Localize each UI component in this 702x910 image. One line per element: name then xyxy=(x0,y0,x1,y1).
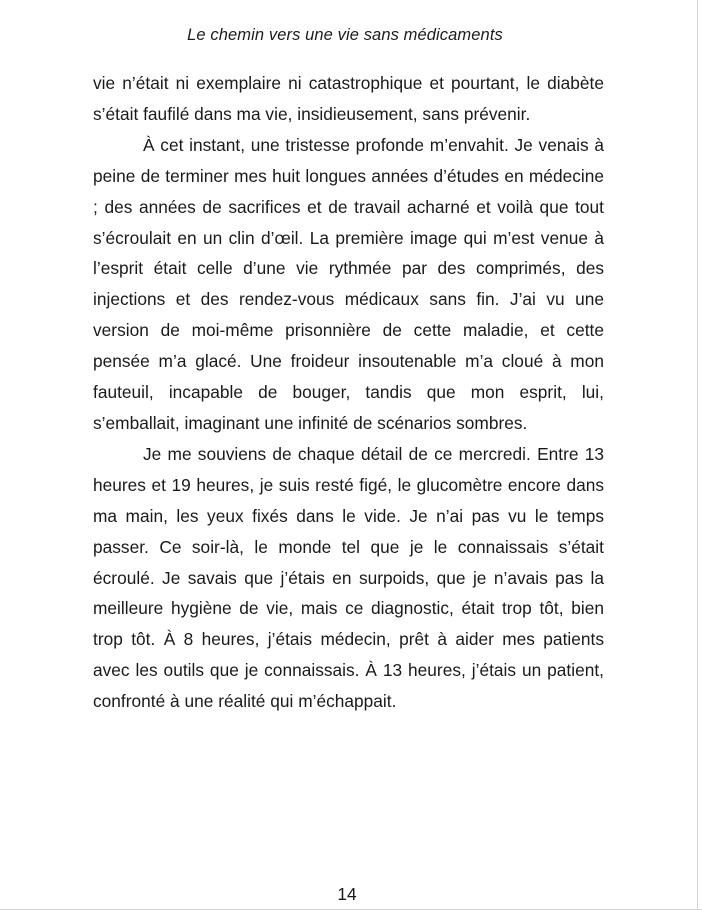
running-head-title: Le chemin vers une vie sans médicaments xyxy=(187,26,503,44)
page-right-edge-rule xyxy=(697,0,698,910)
body-text-column xyxy=(93,68,604,717)
body-paragraph: À cet instant, une tristesse profonde m’envahit. Je venais à peine de terminer mes huit longues années d’études en médecine ; des années de sacrifices et de travail acharné et voilà que tout s’écroulait en un clin d’œil. La première image qui m’est venue à l’esprit était celle d’une vie rythmée par des comprimés, des injections et des rendez-vous médicaux sans fin. J’ai vu une version de moi-même prisonnière de cette maladie, et cette pensée m’a glacé. Une froideur insoutenable m’a cloué à mon fauteuil, incapable de bouger, tandis que mon esprit, lui, s’emballait, imaginant une infinité de scénarios sombres. xyxy=(93,134,604,433)
body-paragraph: Je me souviens de chaque détail de ce mercredi. Entre 13 heures et 19 heures, je suis resté figé, le glucomètre encore dans ma main, les yeux fixés dans le vide. Je n’ai pas vu le temps passer. Ce soir-là, le monde tel que je le connaissais s’était écroulé. Je savais que j’étais en surpoids, que je n’avais pas la meilleure hygiène de vie, mais ce diagnostic, était trop tôt, bien trop tôt. À 8 heures, j’étais médecin, prêt à aider mes patients avec les outils que je connaissais. À 13 heures, j’étais un patient, confronté à une réalité qui m’échappait. xyxy=(93,443,604,712)
page-number-folio: 14 xyxy=(337,884,357,904)
body-paragraph: vie n’était ni exemplaire ni catastrophique et pourtant, le diabète s’était faufilé dans ma vie, insidieusement, sans prévenir. xyxy=(93,73,604,124)
